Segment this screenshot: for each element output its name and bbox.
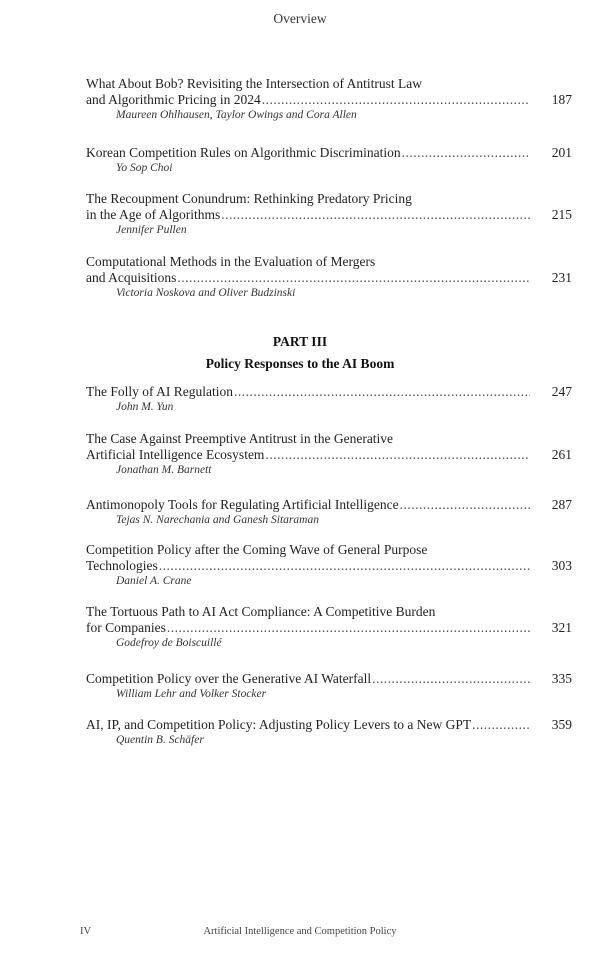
leader-dots bbox=[400, 497, 530, 513]
entry-title-line: Competition Policy after the Coming Wave of General Purpose bbox=[86, 542, 428, 557]
toc-entry[interactable] bbox=[86, 145, 572, 176]
entry-title-line: in the Age of Algorithms bbox=[86, 207, 221, 222]
entry-title-line: Antimonopoly Tools for Regulating Artificial Intelligence bbox=[86, 497, 399, 512]
entry-page-number: 321 bbox=[551, 620, 572, 635]
running-header: Overview bbox=[273, 11, 327, 26]
toc-entry[interactable] bbox=[86, 671, 572, 702]
entry-author: Daniel A. Crane bbox=[116, 575, 192, 587]
entry-page-number: 261 bbox=[551, 447, 572, 462]
entry-title-line: The Recoupment Conundrum: Rethinking Predatory Pricing bbox=[86, 191, 412, 206]
leader-dots bbox=[221, 207, 530, 223]
leader-dots bbox=[372, 671, 530, 687]
entry-author: Jonathan M. Barnett bbox=[116, 464, 212, 476]
running-title: Artificial Intelligence and Competition Policy bbox=[203, 926, 397, 937]
folio-page-number: IV bbox=[80, 926, 92, 937]
entry-author: Godefroy de Boiscuillé bbox=[116, 637, 222, 649]
toc-entry[interactable] bbox=[86, 431, 572, 478]
entry-page-number: 201 bbox=[551, 145, 572, 160]
part-title: Policy Responses to the AI Boom bbox=[205, 356, 395, 371]
leader-dots bbox=[472, 717, 530, 733]
leader-dots bbox=[159, 558, 530, 574]
part-label: PART III bbox=[272, 334, 328, 349]
entry-title-line: Computational Methods in the Evaluation of Mergers bbox=[86, 254, 376, 269]
entry-author: Jennifer Pullen bbox=[116, 224, 187, 236]
toc-entry[interactable] bbox=[86, 191, 572, 238]
leader-dots bbox=[262, 92, 530, 108]
entry-title-line: The Folly of AI Regulation bbox=[86, 384, 233, 399]
entry-title-line: and Algorithmic Pricing in 2024 bbox=[86, 92, 261, 107]
toc-entry[interactable] bbox=[86, 76, 572, 123]
entry-title-line: Technologies bbox=[86, 558, 158, 573]
entry-title-line: The Tortuous Path to AI Act Compliance: A Competitive Burden bbox=[86, 604, 436, 619]
toc-entry[interactable] bbox=[86, 497, 572, 528]
entry-page-number: 359 bbox=[551, 717, 572, 732]
entry-author: John M. Yun bbox=[116, 401, 174, 413]
entry-author: William Lehr and Volker Stocker bbox=[116, 688, 267, 700]
entry-page-number: 303 bbox=[551, 558, 572, 573]
leader-dots bbox=[234, 384, 530, 400]
entry-author: Victoria Noskova and Oliver Budzinski bbox=[116, 287, 296, 299]
entry-title-line: What About Bob? Revisiting the Intersection of Antitrust Law bbox=[86, 76, 422, 91]
entry-title-line: for Companies bbox=[86, 620, 166, 635]
entry-page-number: 247 bbox=[551, 384, 572, 399]
toc-entry[interactable] bbox=[86, 542, 572, 589]
entry-author: Tejas N. Narechania and Ganesh Sitaraman bbox=[116, 514, 319, 526]
toc-entry[interactable] bbox=[86, 717, 572, 748]
entry-page-number: 335 bbox=[551, 671, 572, 686]
entry-page-number: 287 bbox=[551, 497, 572, 512]
entry-page-number: 231 bbox=[551, 270, 572, 285]
entry-title-line: Competition Policy over the Generative AI Waterfall bbox=[86, 671, 372, 686]
entry-title-line: AI, IP, and Competition Policy: Adjusting Policy Levers to a New GPT bbox=[86, 717, 472, 732]
entry-title-line: The Case Against Preemptive Antitrust in the Generative bbox=[86, 431, 394, 446]
toc-entry[interactable] bbox=[86, 254, 572, 301]
entry-page-number: 187 bbox=[551, 92, 572, 107]
leader-dots bbox=[402, 145, 530, 161]
entry-title-line: and Acquisitions bbox=[86, 270, 177, 285]
entry-author: Yo Sop Choi bbox=[116, 162, 173, 174]
toc-entry[interactable] bbox=[86, 604, 572, 651]
entry-page-number: 215 bbox=[551, 207, 572, 222]
entry-title-line: Korean Competition Rules on Algorithmic Discrimination bbox=[86, 145, 401, 160]
entry-author: Maureen Ohlhausen, Taylor Owings and Cora Allen bbox=[116, 109, 357, 121]
leader-dots bbox=[167, 620, 530, 636]
leader-dots bbox=[177, 270, 530, 286]
entry-title-line: Artificial Intelligence Ecosystem bbox=[86, 447, 265, 462]
toc-entry[interactable] bbox=[86, 384, 572, 415]
entry-author: Quentin B. Schäfer bbox=[116, 734, 204, 746]
leader-dots bbox=[265, 447, 530, 463]
